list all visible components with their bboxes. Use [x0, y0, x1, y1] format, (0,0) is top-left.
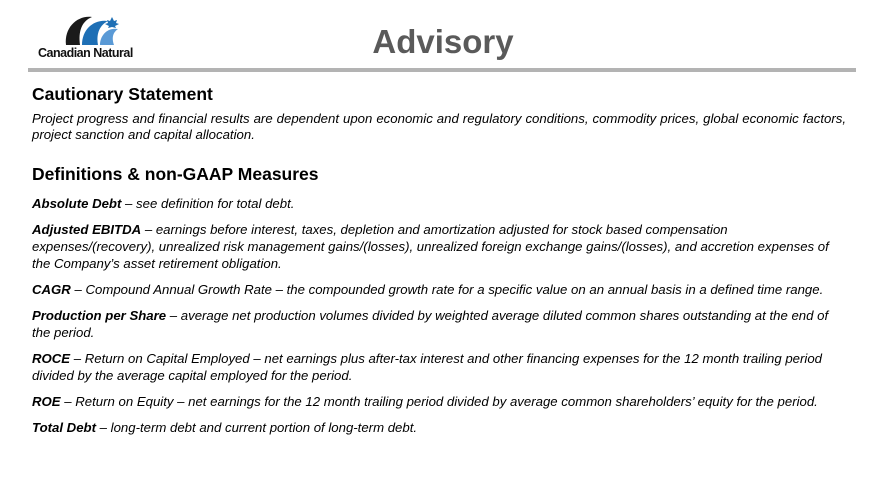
definitions-list	[32, 195, 852, 436]
definition-item	[32, 281, 832, 298]
definition-term: Total Debt	[32, 420, 96, 435]
definition-term: Production per Share	[32, 308, 167, 323]
definition-text: – see definition for total debt.	[121, 196, 295, 211]
page-title: Advisory	[372, 23, 514, 60]
definition-item	[32, 307, 832, 341]
definition-text: – average net production volumes divided by weighted average diluted common shares outstanding at the end of the period.	[32, 308, 829, 340]
definition-term: Absolute Debt	[32, 196, 122, 211]
definition-item	[32, 419, 832, 436]
definition-term: Adjusted EBITDA	[32, 222, 142, 237]
definition-text: – Return on Equity – net earnings for the 12 month trailing period divided by average common shareholders’ equity for the period.	[60, 394, 818, 409]
definition-term: ROCE	[32, 351, 71, 366]
definition-item	[32, 221, 832, 272]
main-content	[32, 84, 852, 436]
cautionary-section	[32, 84, 852, 143]
definition-text: – Return on Capital Employed – net earnings plus after-tax interest and other financing expenses for the 12 month trailing period divided by the average capital employed for the period.	[32, 351, 823, 383]
definition-text: – long-term debt and current portion of long-term debt.	[95, 420, 418, 435]
definition-item	[32, 195, 832, 212]
cautionary-text: Project progress and financial results are dependent upon economic and regulatory conditions, commodity prices, global economic factors, project sanction and capital allocation.	[32, 111, 846, 142]
cautionary-heading: Cautionary Statement	[32, 84, 213, 104]
definition-term: CAGR	[32, 282, 71, 297]
definitions-section	[32, 164, 852, 436]
definition-item	[32, 350, 832, 384]
logo-wordmark: Canadian Natural	[38, 46, 133, 60]
page-header	[0, 0, 878, 74]
definition-text: – earnings before interest, taxes, depletion and amortization adjusted for stock based compensation expenses/(recovery), unrealized risk management gains/(losses), unrealized foreign exchange gains/(losses), and accretion expenses of the Company’s asset retirement obligation.	[32, 222, 829, 271]
definition-text: – Compound Annual Growth Rate – the compounded growth rate for a specific value on an annual basis in a defined time range.	[70, 282, 824, 297]
definition-term: ROE	[32, 394, 61, 409]
definitions-heading: Definitions & non-GAAP Measures	[32, 164, 319, 184]
header-divider	[28, 68, 856, 72]
definition-item	[32, 393, 832, 410]
